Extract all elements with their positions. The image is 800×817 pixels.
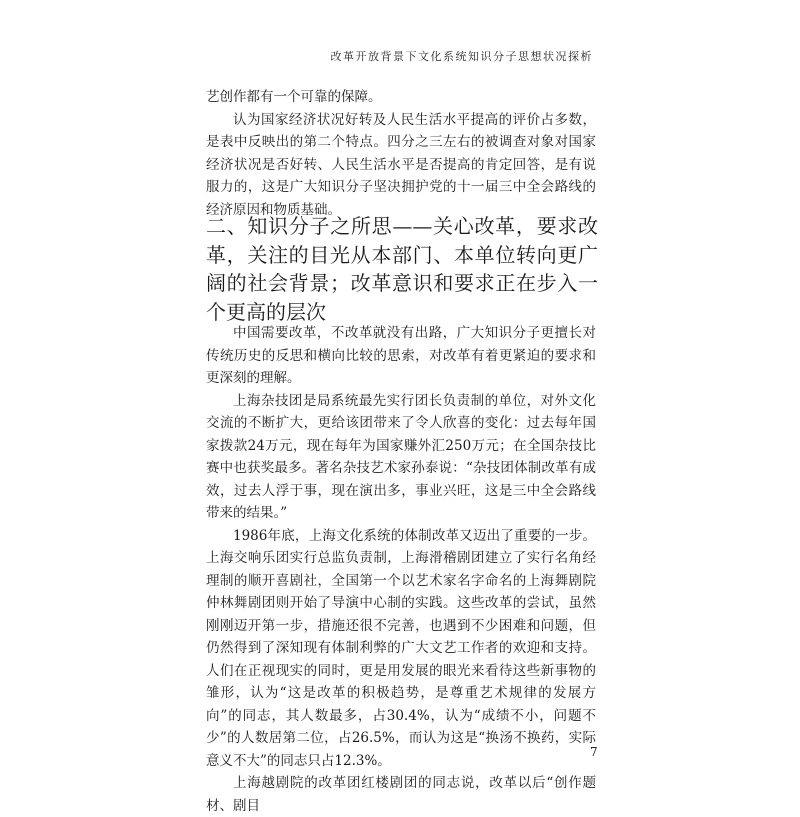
top-text-block bbox=[206, 86, 596, 221]
paragraph: 上海杂技团是局系统最先实行团长负责制的单位，对外文化交流的不断扩大，更给该团带来了令人欣喜的变化：过去每年国家拨款24万元，现在每年为国家赚外汇250万元；在全国杂技比赛中也获奖最多。著名杂技艺术家孙泰说：“杂技团体制改革有成效，过去人浮于事，现在演出多，事业兴旺，这是三中全会路线带来的结果。” bbox=[206, 392, 596, 521]
running-head: 改革开放背景下文化系统知识分子思想状况探析 bbox=[330, 50, 593, 63]
paragraph: 1986年底，上海文化系统的体制改革又迈出了重要的一步。上海交响乐团实行总监负责制，上海滑稽剧团建立了实行名角经理制的顺开喜剧社，全国第一个以艺术家名字命名的上海舞剧院仲林舞剧团则开始了导演中心制的实践。这些改革的尝试，虽然刚刚迈开第一步，措施还很不完善，也遇到不少困难和问题，但仍然得到了深知现有体制利弊的广大文艺工作者的欢迎和支持。人们在正视现实的同时，更是用发展的眼光来看待这些新事物的雏形，认为“这是改革的积极趋势，是尊重艺术规律的发展方向”的同志，其人数最多，占30.4%，认为“成绩不小，问题不少”的人数居第二位，占26.5%，而认为这是“换汤不换药，实际意义不大”的同志只占12.3%。 bbox=[206, 527, 596, 769]
page-number: 7 bbox=[590, 745, 598, 759]
paragraph: 艺创作都有一个可靠的保障。 bbox=[206, 89, 382, 105]
paragraph: 上海越剧院的改革团红楼剧团的同志说，改革以后“创作题材、剧目 bbox=[206, 775, 596, 814]
paragraph: 认为国家经济状况好转及人民生活水平提高的评价占多数，是表中反映出的第二个特点。四分之三左右的被调查对象对国家经济状况是否好转、人民生活水平是否提高的肯定回答，是有说服力的，这是广大知识分子坚决拥护党的十一届三中全会路线的经济原因和物质基础。 bbox=[206, 111, 596, 218]
section-heading: 二、知识分子之所思——关心改革，要求改革，关注的目光从本部门、本单位转向更广阔的社会背景；改革意识和要求正在步入一个更高的层次 bbox=[206, 214, 598, 324]
main-text-block bbox=[206, 322, 596, 817]
paragraph: 中国需要改革，不改革就没有出路，广大知识分子更擅长对传统历史的反思和横向比较的思索，对改革有着更紧迫的要求和更深刻的理解。 bbox=[206, 325, 596, 386]
